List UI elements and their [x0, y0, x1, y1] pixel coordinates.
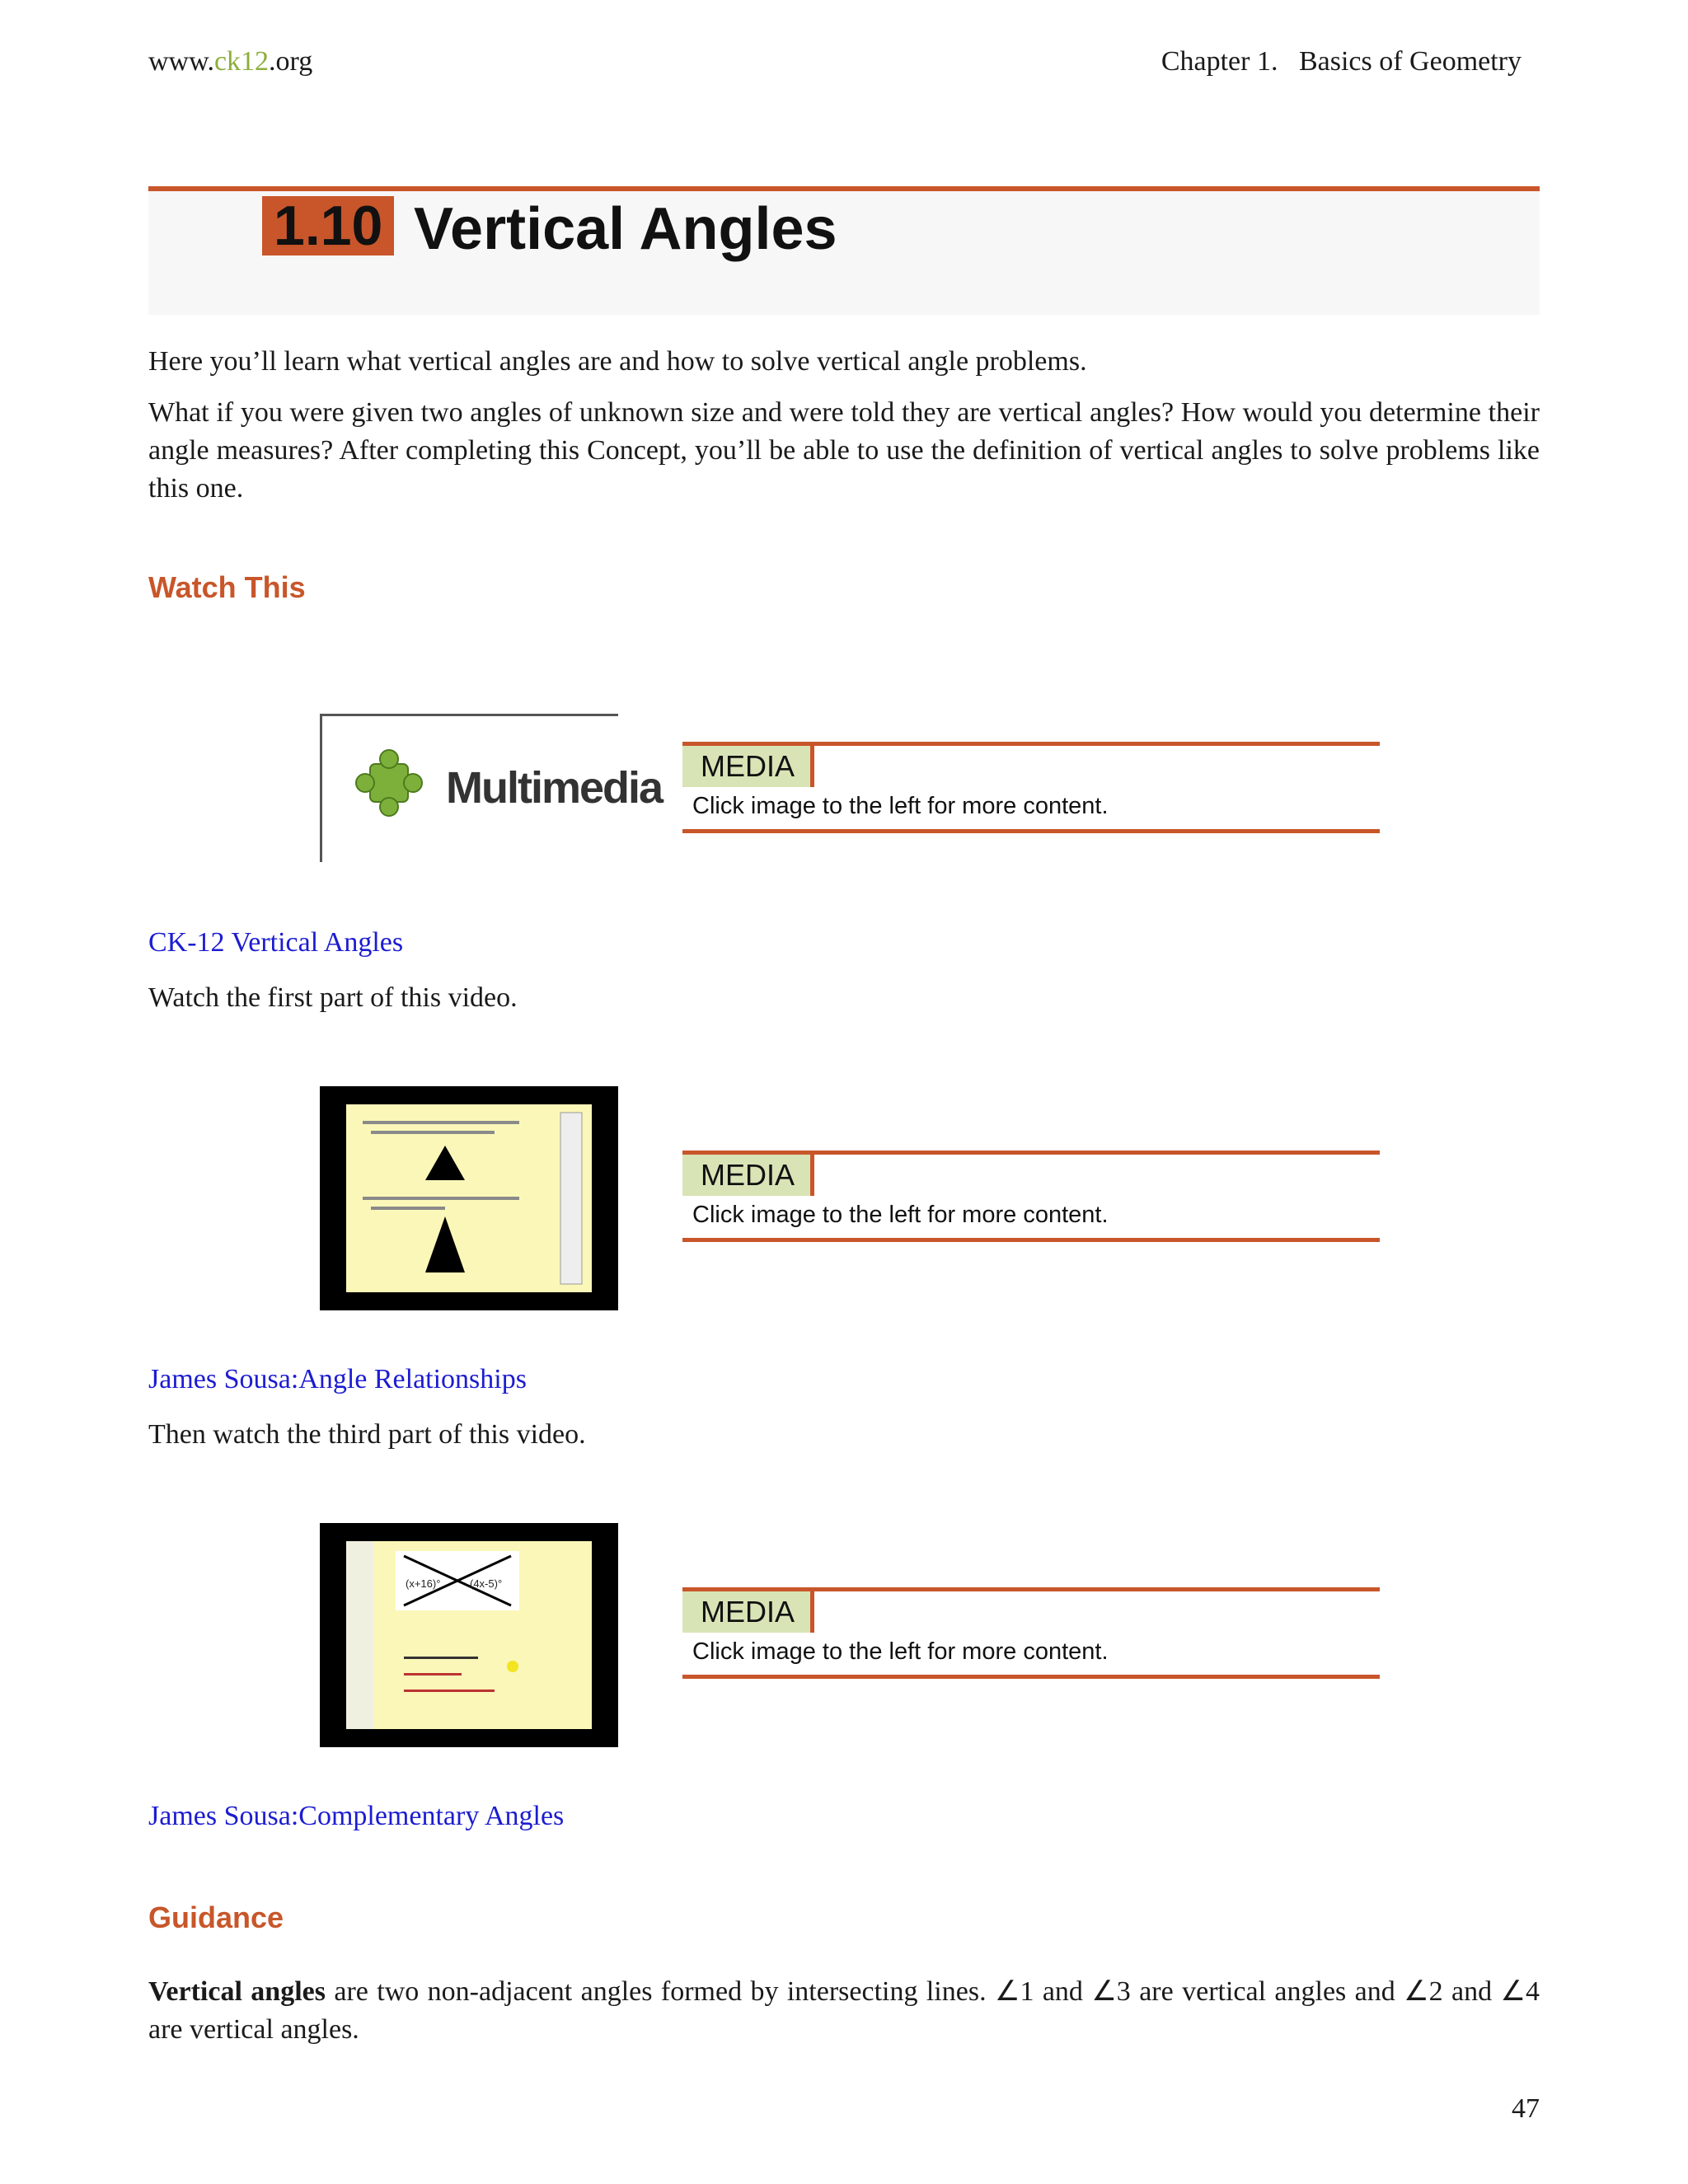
- video-link-3[interactable]: James Sousa:Complementary Angles: [148, 1801, 565, 1831]
- watch-this-heading: Watch This: [148, 570, 306, 604]
- video-instruction-2: Then watch the third part of this video.: [148, 1419, 586, 1450]
- guidance-paragraph: Vertical angles are two non-adjacent angles formed by intersecting lines. ∠1 and ∠3 are vertical angles and ∠2 and ∠4 are vertical angles.: [148, 1976, 1540, 2045]
- triangles-slide: [346, 1104, 592, 1292]
- intro-question: What if you were given two angles of unknown size and were told they are vertical angles? How would you determine their angle measures? After completing this Concept, you’ll be able to use the definition of vertical angles to solve problems like this one.: [148, 397, 1540, 504]
- media-tag-1: MEDIA: [682, 746, 814, 787]
- section-number-badge: 1.10: [262, 196, 394, 255]
- media-thumbnail-video-3[interactable]: [320, 1523, 618, 1747]
- section-title: Vertical Angles: [414, 196, 837, 262]
- media-note-1: Click image to the left for more content.: [692, 793, 1109, 819]
- running-head-chapter: Chapter 1. Basics of Geometry: [1160, 46, 1522, 77]
- section-title-rule: [148, 186, 1540, 191]
- multimedia-word: Multimedia: [446, 763, 663, 813]
- media-thumbnail-multimedia[interactable]: [320, 714, 663, 862]
- page-number: 47: [1512, 2093, 1540, 2124]
- left-angle-label: (x+16)°: [406, 1577, 441, 1590]
- video-instruction-1: Watch the first part of this video.: [148, 982, 518, 1013]
- media-rule-bottom-3: [682, 1675, 1380, 1679]
- guidance-term: Vertical angles: [148, 1976, 326, 2007]
- running-head-site: www.ck12.org: [148, 46, 313, 77]
- media-tag-2: MEDIA: [682, 1155, 814, 1196]
- video-link-1[interactable]: CK-12 Vertical Angles: [148, 927, 404, 958]
- right-angle-label: (4x-5)°: [470, 1577, 503, 1590]
- video-screen-3: [346, 1541, 592, 1729]
- media-note-3: Click image to the left for more content.: [692, 1638, 1109, 1665]
- intro-summary: Here you’ll learn what vertical angles are and how to solve vertical angle problems.: [148, 346, 1087, 377]
- media-rule-bottom-1: [682, 829, 1380, 833]
- video-screen-2: [346, 1104, 592, 1292]
- intersecting-lines-slide: [346, 1541, 592, 1729]
- video-link-2[interactable]: James Sousa:Angle Relationships: [148, 1364, 527, 1394]
- media-tag-3: MEDIA: [682, 1591, 814, 1633]
- guidance-heading: Guidance: [148, 1900, 284, 1934]
- media-rule-bottom-2: [682, 1238, 1380, 1242]
- media-thumbnail-video-2[interactable]: [320, 1086, 618, 1310]
- media-note-2: Click image to the left for more content.: [692, 1202, 1109, 1228]
